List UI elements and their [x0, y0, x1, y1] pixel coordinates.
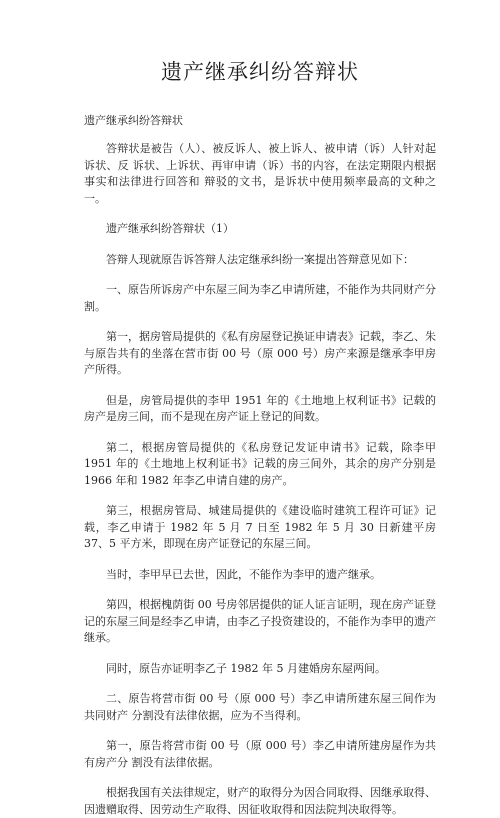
paragraph-intro: 答辩状是被告（人）、被反诉人、被上诉人、被申请（诉）人针对起诉状、反 诉状、上诉状、再审申请（诉）书的内容，在法定期限内根据事实和法律进行回答和 辩驳的文书，是诉状中使用频率最高的文种之一。 — [84, 142, 436, 205]
paragraph-meanwhile: 同时，原告亦证明李乙子 1982 年 5 月建婚房东屋两间。 — [106, 661, 386, 675]
paragraph-point-one: 一、原告所诉房产中东屋三间为李乙申请所建，不能作为共同财产分割。 — [84, 283, 436, 313]
paragraph-fourth: 第四，根据槐荫街 00 号房邻居提供的证人证言证明，现在房产证登记的东屋三间是经李乙申请，由李乙子投资建设的，不能作为李甲的遗产继承。 — [84, 598, 436, 644]
paragraph-law: 根据我国有关法律规定，财产的取得分为因合同取得、因继承取得、因遗赠取得、因劳动生产取得、因征收取得和因法院判决取得等。 — [84, 786, 436, 816]
document-subtitle: 遗产继承纠纷答辩状 — [84, 114, 183, 127]
paragraph-however: 但是，房管局提供的李甲 1951 年的《土地地上权利证书》记载的房产是房三间，而不是现在房产证上登记的间数。 — [84, 393, 436, 423]
paragraph-second: 第二，根据房管局提供的《私房登记发证申请书》记载，除李甲 1951 年的《土地地上权利证书》记载的房三间外，其余的房产分别是 1966 年和 1982 年李乙申请自建的房产。 — [84, 440, 436, 487]
paragraph-point-two: 二、原告将营市街 00 号（原 000 号）李乙申请所建东屋三间作为共同财产 分割没有法律依据，应为不当得利。 — [84, 692, 436, 722]
paragraph-at-that-time: 当时，李甲早已去世，因此，不能作为李甲的遗产继承。 — [106, 567, 381, 581]
paragraph-heading: 遗产继承纠纷答辩状（1） — [106, 222, 234, 235]
paragraph-third: 第三，根据房管局、城建局提供的《建设临时建筑工程许可证》记载，李乙申请于 1982 年 5 月 7 日至 1982 年 5 月 30 日新建平房 37、5 平方米，即现在房产证登记的东屋三间。 — [84, 504, 436, 550]
paragraph-first: 第一，据房管局提供的《私有房屋登记换证申请表》记载，李乙、朱与原告共有的坐落在营市街 00 号（原 000 号）房产来源是继承李甲房产所得。 — [84, 330, 436, 376]
paragraph-point-two-first: 第一，原告将营市街 00 号（原 000 号）李乙申请所建房屋作为共有房产分 割没有法律依据。 — [84, 739, 436, 769]
paragraph-opening: 答辩人现就原告诉答辩人法定继承纠纷一案提出答辩意见如下： — [106, 252, 414, 266]
document-title: 遗产继承纠纷答辩状 — [161, 60, 359, 84]
